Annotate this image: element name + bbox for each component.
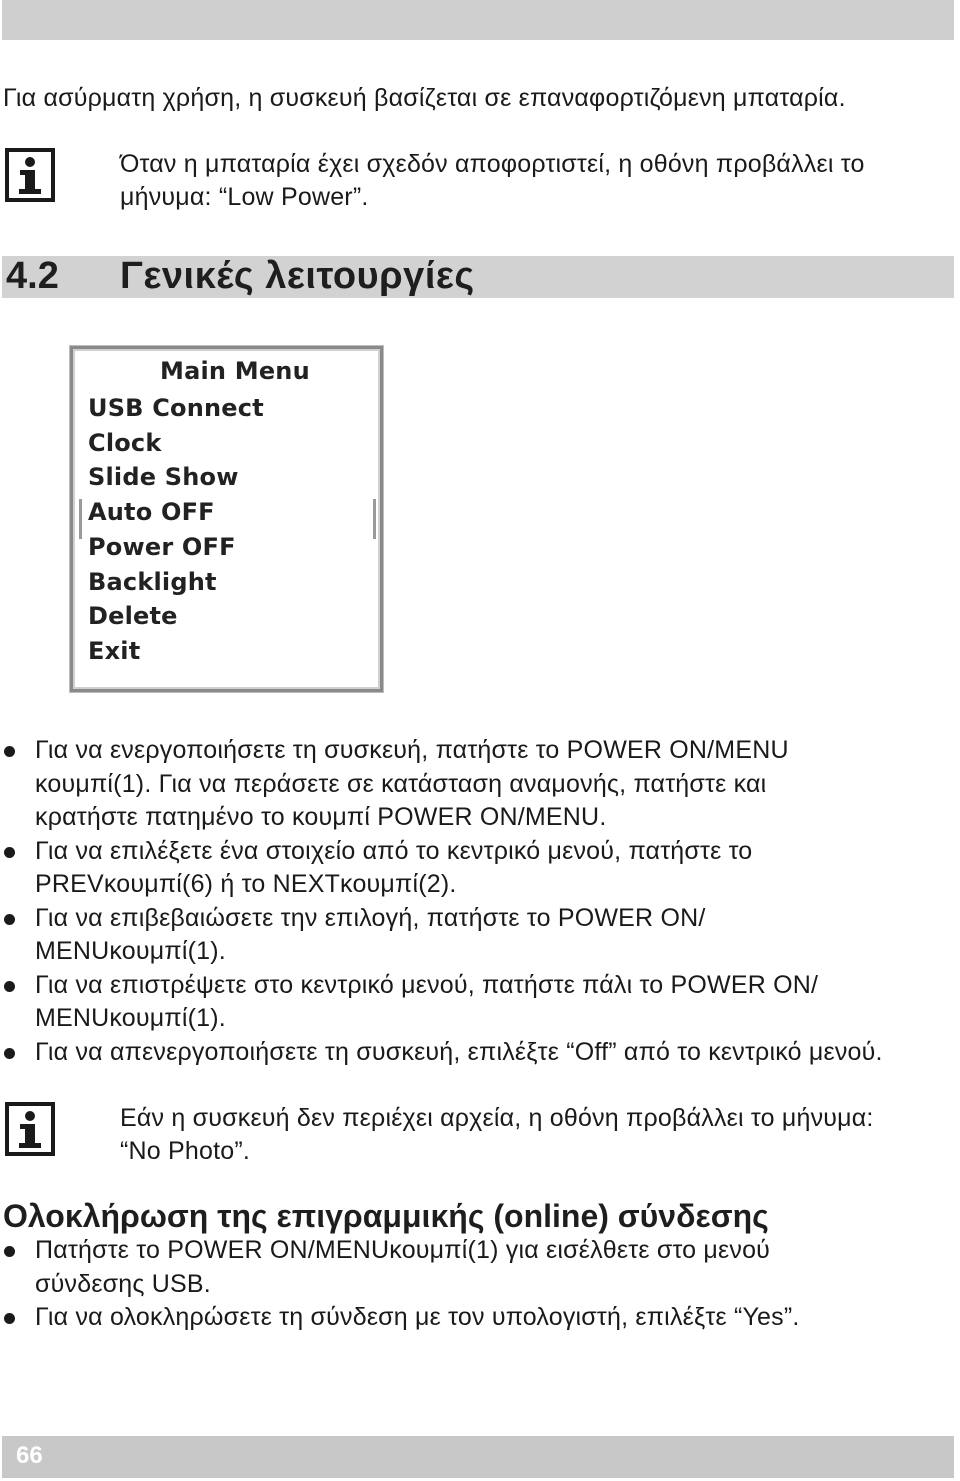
screen-menu-item: Slide Show: [88, 463, 239, 492]
section-title: Γενικές λειτουργίες: [120, 255, 475, 297]
instruction-item: Για να ενεργοποιήσετε τη συσκευή, πατήστε το POWER ON/MENU κουμπί(1). Για να περάσετε σε κατάσταση αναμονής, πατήστε και κρατήστε πατημένο το κουμπί POWER ON/MENU.: [0, 734, 870, 835]
info-icon: [5, 148, 55, 202]
screen-menu-item: Backlight: [88, 567, 217, 596]
instruction-item: Για να επιστρέψετε στο κεντρικό μενού, πατήστε πάλι το POWER ON/ MENUκουμπί(1).: [0, 969, 905, 1036]
note-nophoto-line2: “No Photo”.: [120, 1137, 251, 1165]
instruction-item: Για να επιλέξετε ένα στοιχείο από το κεντρικό μενού, πατήστε το PREVκουμπί(6) ή το NEXTκουμπί(2).: [0, 835, 835, 902]
device-screen-image: [70, 346, 383, 692]
footer-bar: [2, 1436, 954, 1478]
screen-menu-list: [88, 391, 264, 669]
screen-menu-item: Exit: [88, 636, 141, 665]
screen-menu-item: Auto OFF: [88, 498, 215, 527]
info-icon: [5, 1102, 55, 1156]
instruction-item: Για να απενεργοποιήσετε τη συσκευή, επιλέξτε “Off” από το κεντρικό μενού.: [0, 1036, 955, 1070]
screen-menu-item: Clock: [88, 428, 162, 457]
online-heading: Ολοκλήρωση της επιγραμμικής (online) σύνδεσης: [3, 1198, 769, 1234]
screen-menu-item: Power OFF: [88, 532, 236, 561]
note-battery-line2: μήνυμα: “Low Power”.: [120, 183, 369, 211]
instructions-list: [0, 734, 955, 1069]
note-nophoto-line1: Εάν η συσκευή δεν περιέχει αρχεία, η οθόνη προβάλλει το μήνυμα:: [120, 1104, 874, 1132]
screen-menu-item: Delete: [88, 602, 178, 631]
screen-edge-mark-right: [373, 499, 376, 539]
header-bar: [2, 0, 954, 40]
online-instructions-list: [0, 1234, 955, 1335]
section-number: 4.2: [6, 255, 59, 297]
instruction-item: Για να επιβεβαιώσετε την επιλογή, πατήστε το POWER ON/ MENUκουμπί(1).: [0, 902, 795, 969]
intro-text: Για ασύρματη χρήση, η συσκευή βασίζεται σε επαναφορτιζόμενη μπαταρία.: [3, 84, 846, 112]
screen-menu-item: USB Connect: [88, 394, 264, 422]
note-battery-line1: Όταν η μπαταρία έχει σχεδόν αποφορτιστεί, η οθόνη προβάλλει το: [120, 150, 865, 178]
page-number: 66: [16, 1442, 43, 1469]
screen-edge-mark-left: [79, 499, 82, 539]
online-instruction-item: Πατήστε το POWER ON/MENUκουμπί(1) για εισέλθετε στο μενού σύνδεσης USB.: [0, 1234, 855, 1301]
online-instruction-item: Για να ολοκληρώσετε τη σύνδεση με τον υπολογιστή, επιλέξτε “Yes”.: [0, 1301, 955, 1335]
screen-menu-title: Main Menu: [160, 357, 310, 385]
